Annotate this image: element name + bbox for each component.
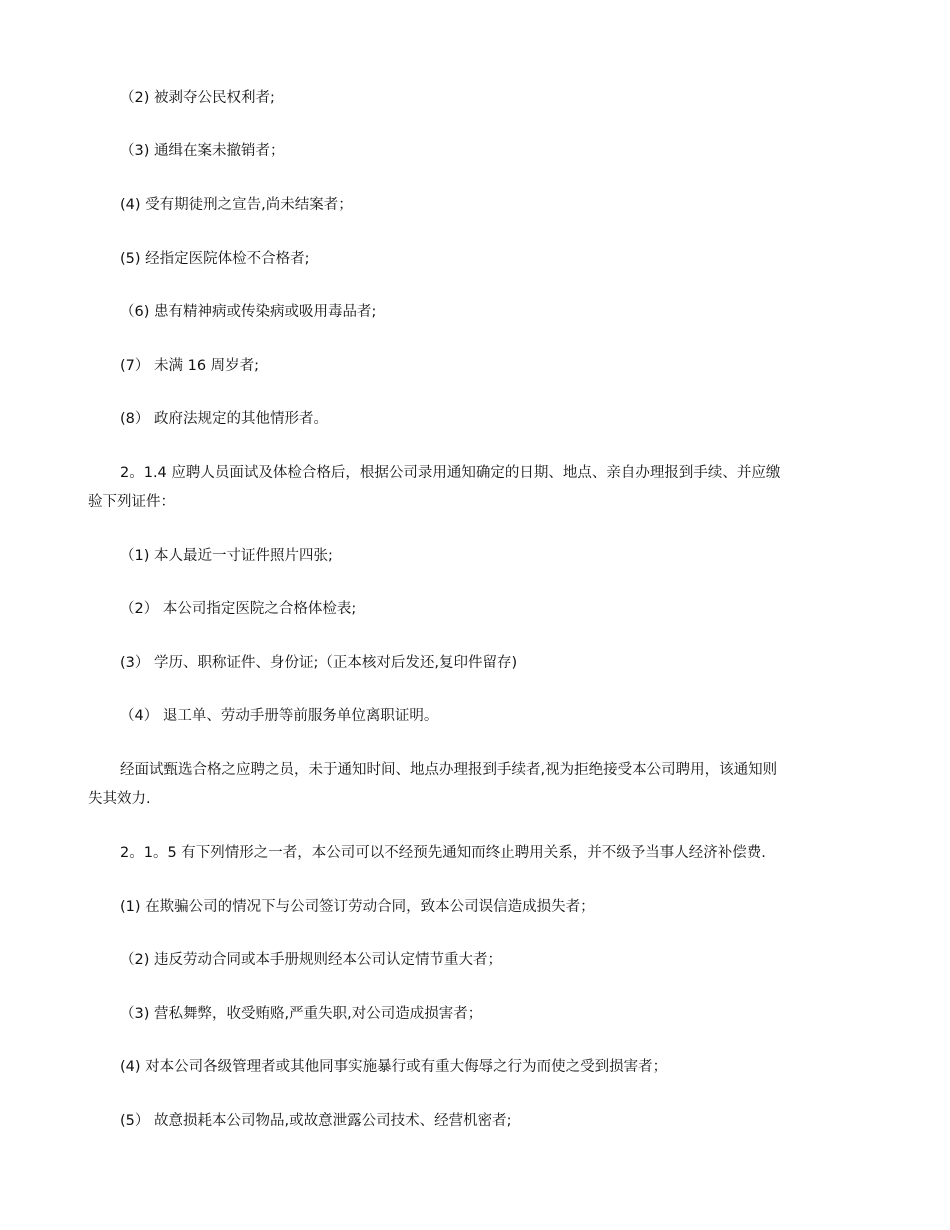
section-heading-2-1-4: 2。1.4 应聘人员面试及体检合格后，根据公司录用通知确定的日期、地点、亲自办理报到手续、并应缴 [120, 465, 781, 481]
clause-line: （3) 营私舞弊，收受贿赂,严重失职,对公司造成损害者； [120, 1006, 483, 1022]
clause-line: (8） 政府法规定的其他情形者。 [120, 411, 328, 427]
section-heading-2-1-5: 2。1。5 有下列情形之一者，本公司可以不经预先通知而终止聘用关系，并不级予当事人经济补偿费. [120, 845, 766, 861]
clause-line: （2) 违反劳动合同或本手册规则经本公司认定情节重大者； [120, 952, 502, 968]
clause-line: （4） 退工单、劳动手册等前服务单位离职证明。 [120, 708, 439, 724]
clause-line: （1) 本人最近一寸证件照片四张; [120, 548, 333, 564]
paragraph-continuation: 验下列证件： [88, 494, 175, 510]
clause-line: (4) 受有期徒刑之宣告,尚未结案者； [120, 197, 353, 213]
clause-line: （3) 通缉在案未撤销者； [120, 143, 285, 159]
clause-line: （2) 被剥夺公民权利者; [120, 90, 275, 106]
clause-line: (5) 经指定医院体检不合格者; [120, 251, 310, 267]
clause-line: （2） 本公司指定医院之合格体检表; [120, 601, 357, 617]
clause-line: (4) 对本公司各级管理者或其他同事实施暴行或有重大侮辱之行为而使之受到损害者； [120, 1059, 668, 1075]
paragraph-line: 经面试甄选合格之应聘之员，未于通知时间、地点办理报到手续者,视为拒绝接受本公司聘用，该通知则 [120, 762, 778, 778]
clause-line: （6) 患有精神病或传染病或吸用毒品者; [120, 304, 377, 320]
clause-line: (1) 在欺骗公司的情况下与公司签订劳动合同，致本公司误信造成损失者； [120, 899, 595, 915]
clause-line: (5） 故意损耗本公司物品,或故意泄露公司技术、经营机密者; [120, 1113, 512, 1129]
paragraph-continuation: 失其效力. [88, 791, 151, 807]
clause-line: (3） 学历、职称证件、身份证;（正本核对后发还,复印件留存) [120, 655, 518, 671]
clause-line: (7） 未满 16 周岁者; [120, 358, 260, 374]
